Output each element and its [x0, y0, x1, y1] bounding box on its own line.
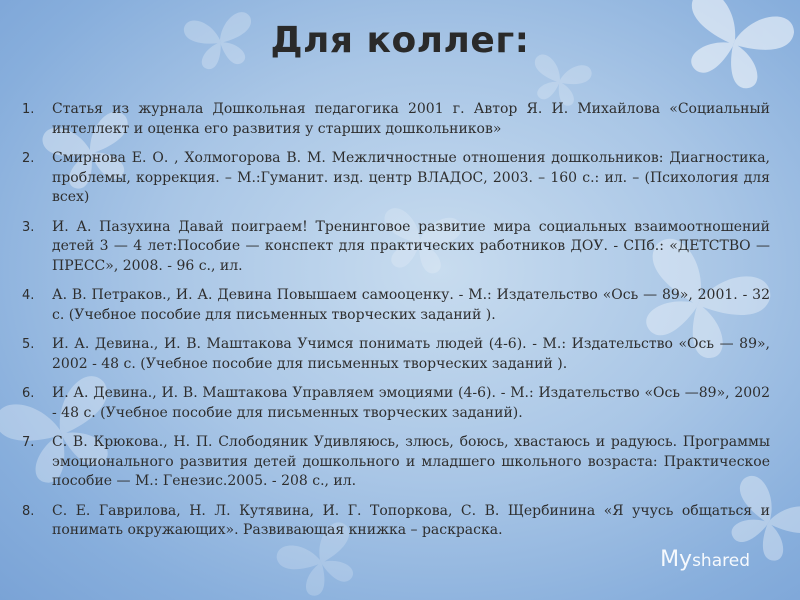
list-item-number: 1.: [22, 102, 35, 117]
list-item: [22, 218, 770, 277]
list-item-text: И. А. Девина., И. В. Маштакова Управляем эмоциями (4-6). - М.: Издательство «Ось —89», 2002 - 48 с. (Учебное пособие для письменных творческих заданий).: [52, 385, 770, 421]
list-item-text: А. В. Петраков., И. А. Девина Повышаем самооценку. - М.: Издательство «Ось — 89», 2001. - 32 с. (Учебное пособие для письменных творческих заданий ).: [52, 287, 770, 323]
list-item-text: Смирнова Е. О. , Холмогорова В. М. Межличностные отношения дошкольников: Диагностика, проблемы, коррекция. – М.:Гуманит. изд. центр ВЛАДОС, 2003. – 160 с.: ил. – (Психология для всех): [52, 150, 770, 205]
list-item-number: 3.: [22, 219, 35, 235]
watermark-brand: My: [660, 547, 693, 572]
list-item-number: 4.: [22, 288, 35, 303]
list-item-text: С. Е. Гаврилова, Н. Л. Кутявина, И. Г. Топоркова, С. В. Щербинина «Я учусь общаться и понимать окружающих». Развивающая книжка – раскраска.: [52, 502, 770, 538]
list-item-text: И. А. Пазухина Давай поиграем! Тренинговое развитие мира социальных взаимоотношений детей 3 — 4 лет:Пособие — конспект для практических работников ДОУ. - СПб.: «ДЕТСТВО — ПРЕСС», 2008. - 96 с., ил.: [52, 218, 770, 274]
list-item-text: С. В. Крюкова., Н. П. Слободяник Удивляюсь, злюсь, боюсь, хвастаюсь и радуюсь. Программы эмоционального развития детей дошкольного и младшего школьного возраста: Практическое пособие — М.: Генезис.2005. - 208 с., ил.: [52, 434, 770, 489]
list-item: [22, 502, 770, 541]
watermark-logo: [660, 547, 750, 572]
list-item-text: Статья из журнала Дошкольная педагогика 2001 г. Автор Я. И. Михайлова «Социальный интеллект и оценка его развития у старших дошкольников»: [52, 101, 770, 137]
list-item-number: 7.: [22, 435, 35, 450]
list-item: [22, 384, 770, 423]
reference-list: [22, 100, 770, 551]
list-item: [22, 335, 770, 374]
list-item-number: 6.: [22, 386, 35, 401]
list-item: [22, 433, 770, 492]
watermark-suffix: shared: [692, 551, 750, 571]
list-item-number: 8.: [22, 503, 35, 519]
page-title: Для коллег:: [270, 20, 530, 61]
list-item: [22, 149, 770, 208]
list-item-number: 2.: [22, 151, 35, 166]
list-item: [22, 286, 770, 325]
list-item-number: 5.: [22, 337, 35, 352]
list-item-text: И. А. Девина., И. В. Маштакова Учимся понимать людей (4-6). - М.: Издательство «Ось — 89», 2002 - 48 с. (Учебное пособие для письменных творческих заданий ).: [52, 336, 770, 372]
list-item: [22, 100, 770, 139]
